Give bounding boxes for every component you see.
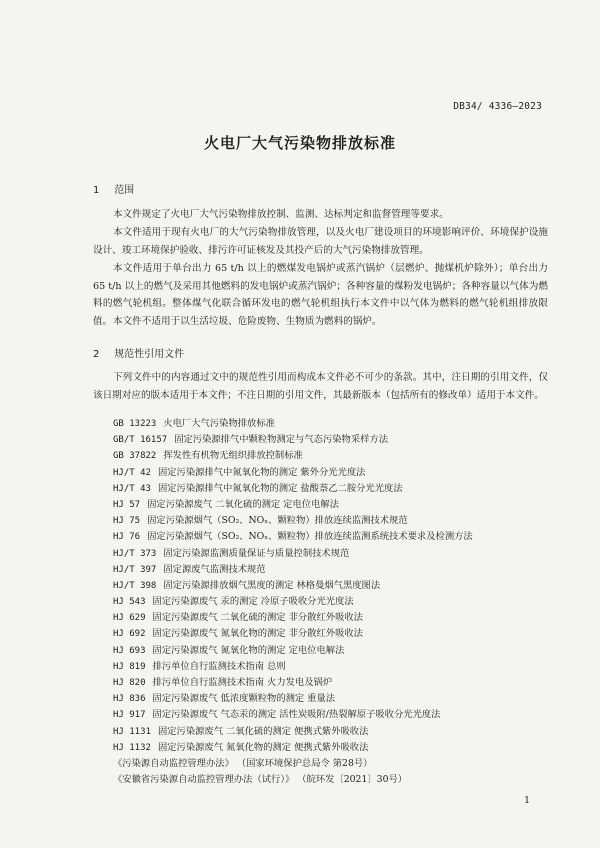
section-heading-scope xyxy=(93,181,134,196)
reference-item: HJ 820 排污单位自行监测技术指南 火力发电及锅炉 xyxy=(113,677,333,688)
reference-item: HJ 1131 固定污染源废气 二氧化硫的测定 便携式紫外吸收法 xyxy=(113,725,369,737)
reference-item: GB 37822 挥发性有机物无组织排放控制标准 xyxy=(113,450,303,462)
section-title: 规范性引用文件 xyxy=(114,349,185,360)
reference-item: HJ 836 固定污染源废气 低浓度颗粒物的测定 重量法 xyxy=(113,693,336,705)
document-title: 火电厂大气污染物排放标准 xyxy=(203,134,396,152)
regulation-item: 《污染源自动监控管理办法》 （国家环境保护总局令 第28号） xyxy=(113,757,373,769)
reference-item: HJ 692 固定污染源废气 氮氧化物的测定 非分散红外吸收法 xyxy=(113,628,363,640)
scope-paragraph: 本文件适用于单台出力 65 t/h 以上的燃煤发电锅炉或蒸汽锅炉（层燃炉、抛煤机炉除外）；单台出力 65 t/h 以上的燃气及采用其他燃料的发电锅炉或蒸汽锅炉；各种容量的煤粉发电锅炉；各种容量以气体为燃料的燃气轮机组。整体煤气化联合循环发电的燃气轮机组执行本文件中以气体为燃料的燃气轮机组排放限值。 xyxy=(93,263,548,327)
references-intro-paragraph: 下列文件中的内容通过文中的规范性引用而构成本文件必不可少的条款。其中，注日期的引用文件，仅该日期对应的版本适用于本文件；不注日期的引用文件，其最新版本（包括所有的修改单）适用于本文件。 xyxy=(93,372,548,401)
scope-paragraph: 本文件规定了火电厂大气污染物排放控制、监测、达标判定和监督管理等要求。 xyxy=(113,209,449,220)
reference-item: HJ 1132 固定污染源废气 氮氧化物的测定 便携式紫外吸收法 xyxy=(113,741,369,753)
page-number: 1 xyxy=(523,795,530,806)
reference-item: HJ 57 固定污染源废气 二氧化硫的测定 定电位电解法 xyxy=(113,498,339,510)
reference-item: HJ/T 398 固定污染源排放烟气黑度的测定 林格曼烟气黑度图法 xyxy=(113,579,381,591)
section-number: 2 xyxy=(93,349,100,360)
reference-item: HJ/T 43 固定污染源排气中氮氧化物的测定 盐酸萘乙二胺分光光度法 xyxy=(113,482,403,494)
reference-item: HJ/T 397 固定源废气监测技术规范 xyxy=(113,563,266,575)
reference-item: HJ 543 固定污染源废气 汞的测定 冷原子吸收分光光度法 xyxy=(113,596,354,608)
reference-item: HJ/T 42 固定污染源排气中氮氧化物的测定 紫外分光光度法 xyxy=(113,466,366,478)
section-title: 范围 xyxy=(114,185,135,196)
section-heading-normative-references xyxy=(93,345,184,360)
reference-item: GB/T 16157 固定污染源排气中颗粒物测定与气态污染物采样方法 xyxy=(113,434,389,446)
reference-list xyxy=(113,416,473,788)
reference-item: HJ/T 373 固定污染源监测质量保证与质量控制技术规范 xyxy=(113,547,350,559)
regulation-item: 《安徽省污染源自动监控管理办法（试行）》 （皖环发〔2021〕30号） xyxy=(113,774,408,786)
reference-item: HJ 917 固定污染源废气 气态汞的测定 活性炭吸附/热裂解原子吸收分光光度法 xyxy=(113,709,441,721)
scope-paragraph: 本文件不适用于以生活垃圾、危险废物、生物质为燃料的锅炉。 xyxy=(113,316,382,327)
scope-paragraph: 本文件适用于现有火电厂的大气污染物排放管理，以及火电厂建设项目的环境影响评价、环境保护设施设计、竣工环境保护验收、排污许可证核发及其投产后的大气污染物排放管理。 xyxy=(93,227,548,256)
document-number: DB34/ 4336—2023 xyxy=(453,101,542,112)
section-number: 1 xyxy=(93,185,100,196)
reference-item: HJ 819 排污单位自行监测技术指南 总则 xyxy=(113,660,286,672)
reference-item: HJ 693 固定污染源废气 氮氧化物的测定 定电位电解法 xyxy=(113,644,345,656)
reference-item: HJ 75 固定污染源烟气（SO₂、NOₓ、颗粒物）排放连续监测技术规范 xyxy=(113,515,408,527)
reference-item: HJ 76 固定污染源烟气（SO₂、NOₓ、颗粒物）排放连续监测系统技术要求及检测方法 xyxy=(113,531,473,543)
reference-item: GB 13223 火电厂大气污染物排放标准 xyxy=(113,418,275,429)
reference-item: HJ 629 固定污染源废气 二氧化硫的测定 非分散红外吸收法 xyxy=(113,612,363,624)
